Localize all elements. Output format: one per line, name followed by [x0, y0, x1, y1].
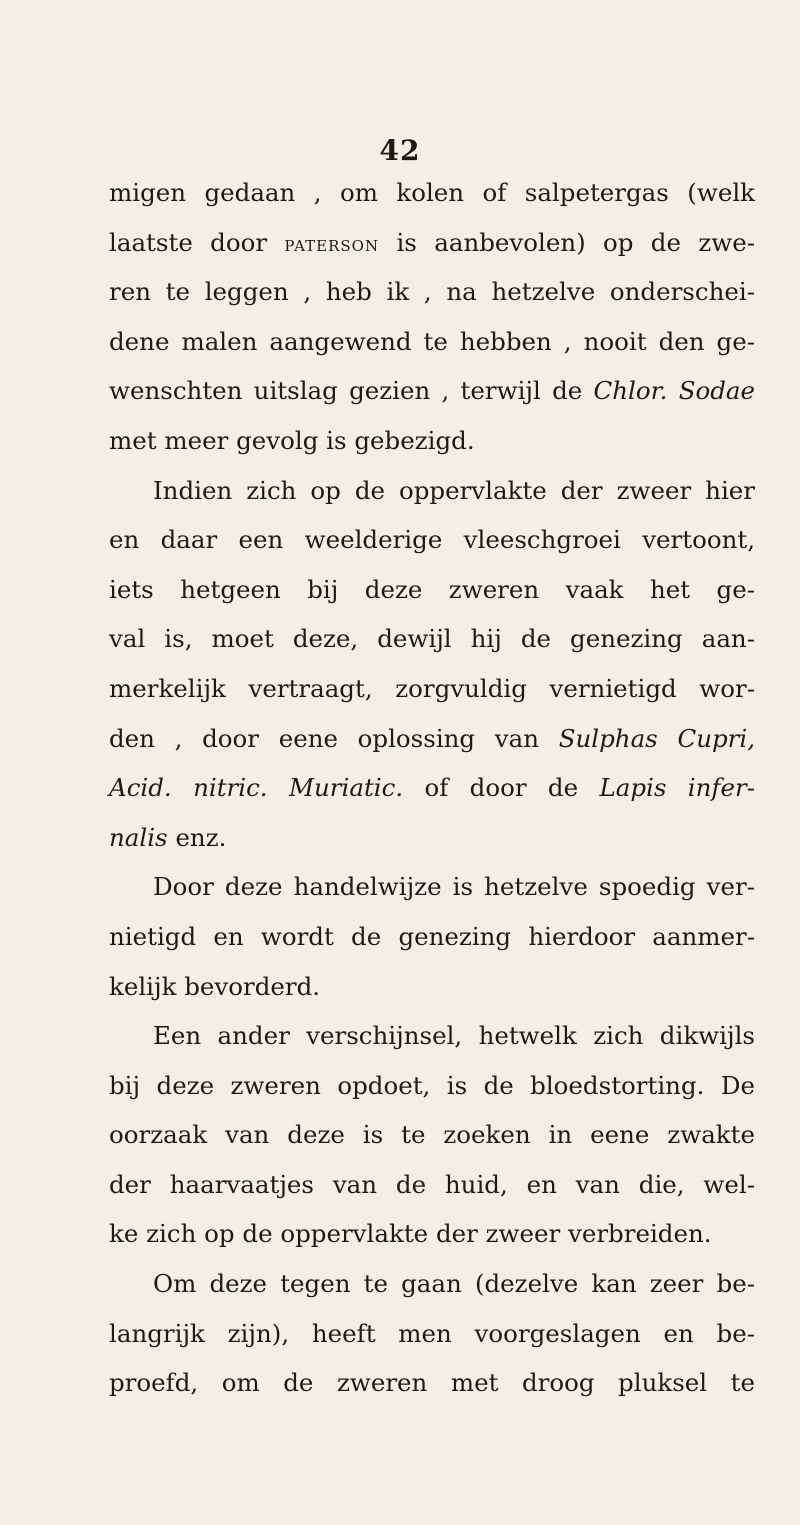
paragraph: [109, 168, 755, 466]
text-span: is aanbevolen) op de zwe-: [396, 227, 755, 257]
text-line: val is, moet deze, dewijl hij de genezing aan-: [109, 624, 755, 654]
text-line: met meer gevolg is gebezigd.: [109, 425, 475, 455]
text-line: [109, 714, 755, 764]
text-line: [109, 813, 755, 863]
text-line: migen gedaan , om kolen of salpetergas (welk: [109, 178, 755, 207]
author-name: paterson: [284, 231, 380, 256]
text-line: bij deze zweren opdoet, is de bloedstorting. De: [109, 1070, 755, 1100]
text-line: ke zich op de oppervlakte der zweer verbreiden.: [109, 1219, 712, 1249]
text-line: kelijk bevorderd.: [109, 971, 321, 1001]
text-line: en daar een weelderige vleeschgroei vertoont,: [109, 525, 755, 555]
paragraph: [109, 1011, 755, 1259]
latin-term: Sulphas Cupri,: [558, 723, 755, 753]
page-number: 42: [379, 134, 421, 167]
text-line: Om deze tegen te gaan (dezelve kan zeer be-: [153, 1269, 755, 1299]
paragraph: [109, 466, 755, 863]
text-line: iets hetgeen bij deze zweren vaak het ge-: [109, 574, 755, 604]
page-text: [109, 168, 755, 1408]
latin-term: Chlor. Sodae: [593, 376, 756, 406]
text-span: of door de: [424, 773, 579, 803]
latin-term: nalis: [109, 822, 168, 852]
text-line: ren te leggen , heb ik , na hetzelve onderschei-: [109, 277, 755, 307]
text-line: proefd, om de zweren met droog pluksel te: [109, 1368, 755, 1398]
text-line: nietigd en wordt de genezing hierdoor aanmer-: [109, 921, 755, 951]
latin-term: Lapis infer-: [599, 773, 755, 803]
text-line: Een ander verschijnsel, hetwelk zich dikwijls: [153, 1021, 755, 1051]
text-line: dene malen aangewend te hebben , nooit den ge-: [109, 326, 755, 356]
text-line: Door deze handelwijze is hetzelve spoedig ver-: [153, 872, 755, 902]
text-span: enz.: [175, 822, 227, 852]
paragraph: [109, 862, 755, 1011]
text-line: Indien zich op de oppervlakte der zweer hier: [153, 475, 755, 505]
latin-term: Acid. nitric. Muriatic.: [109, 773, 404, 803]
text-span: wenschten uitslag gezien , terwijl de: [109, 376, 583, 406]
text-span: den , door eene oplossing van: [109, 723, 540, 753]
paragraph: [109, 1259, 755, 1408]
text-line: der haarvaatjes van de huid, en van die, wel-: [109, 1169, 755, 1199]
text-line: [109, 366, 755, 416]
text-line: [109, 218, 755, 268]
text-line: oorzaak van deze is te zoeken in eene zwakte: [109, 1120, 755, 1150]
text-line: [109, 763, 755, 813]
text-line: merkelijk vertraagt, zorgvuldig vernietigd wor-: [109, 673, 755, 703]
text-span: laatste door: [109, 227, 268, 257]
text-line: langrijk zijn), heeft men voorgeslagen en be-: [109, 1318, 755, 1348]
